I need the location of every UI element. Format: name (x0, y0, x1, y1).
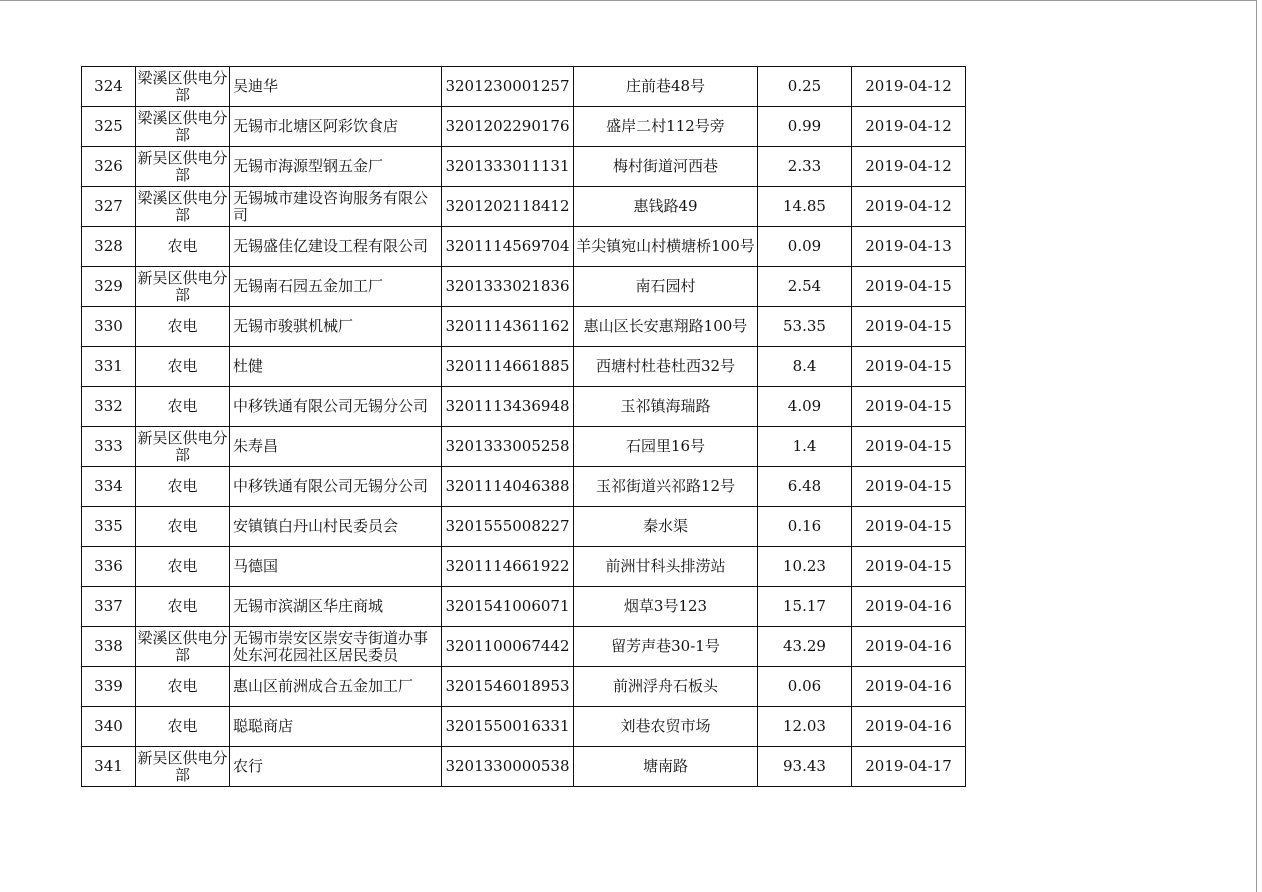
address-cell: 盛岸二村112号旁 (574, 107, 758, 147)
row-number-cell: 324 (82, 67, 136, 107)
table-row (82, 107, 966, 147)
account-number-cell: 3201114661922 (442, 547, 574, 587)
records-table-body (82, 67, 966, 787)
account-number-cell: 3201114661885 (442, 347, 574, 387)
table-row (82, 747, 966, 787)
date-cell: 2019-04-12 (852, 187, 966, 227)
amount-cell: 4.09 (758, 387, 852, 427)
row-number-cell: 337 (82, 587, 136, 627)
supply-unit-cell: 新吴区供电分部 (136, 267, 230, 307)
records-table (81, 66, 966, 787)
table-row (82, 707, 966, 747)
date-cell: 2019-04-15 (852, 507, 966, 547)
address-cell: 惠钱路49 (574, 187, 758, 227)
customer-name-cell: 无锡市滨湖区华庄商城 (230, 587, 442, 627)
date-cell: 2019-04-17 (852, 747, 966, 787)
customer-name-cell: 无锡市北塘区阿彩饮食店 (230, 107, 442, 147)
supply-unit-cell: 农电 (136, 387, 230, 427)
table-row (82, 307, 966, 347)
account-number-cell: 3201541006071 (442, 587, 574, 627)
table-row (82, 347, 966, 387)
address-cell: 留芳声巷30-1号 (574, 627, 758, 667)
account-number-cell: 3201114361162 (442, 307, 574, 347)
address-cell: 石园里16号 (574, 427, 758, 467)
table-row (82, 427, 966, 467)
account-number-cell: 3201230001257 (442, 67, 574, 107)
amount-cell: 6.48 (758, 467, 852, 507)
account-number-cell: 3201330000538 (442, 747, 574, 787)
table-row (82, 547, 966, 587)
date-cell: 2019-04-16 (852, 667, 966, 707)
supply-unit-cell: 农电 (136, 227, 230, 267)
row-number-cell: 338 (82, 627, 136, 667)
address-cell: 梅村街道河西巷 (574, 147, 758, 187)
supply-unit-cell: 农电 (136, 707, 230, 747)
amount-cell: 0.25 (758, 67, 852, 107)
address-cell: 前洲甘科头排涝站 (574, 547, 758, 587)
address-cell: 刘巷农贸市场 (574, 707, 758, 747)
row-number-cell: 327 (82, 187, 136, 227)
table-row (82, 67, 966, 107)
account-number-cell: 3201333011131 (442, 147, 574, 187)
address-cell: 惠山区长安惠翔路100号 (574, 307, 758, 347)
date-cell: 2019-04-12 (852, 147, 966, 187)
supply-unit-cell: 梁溪区供电分部 (136, 67, 230, 107)
row-number-cell: 330 (82, 307, 136, 347)
amount-cell: 0.09 (758, 227, 852, 267)
customer-name-cell: 无锡市海源型钢五金厂 (230, 147, 442, 187)
amount-cell: 1.4 (758, 427, 852, 467)
address-cell: 羊尖镇宛山村横塘桥100号 (574, 227, 758, 267)
row-number-cell: 333 (82, 427, 136, 467)
row-number-cell: 334 (82, 467, 136, 507)
customer-name-cell: 农行 (230, 747, 442, 787)
row-number-cell: 329 (82, 267, 136, 307)
customer-name-cell: 中移铁通有限公司无锡分公司 (230, 467, 442, 507)
row-number-cell: 335 (82, 507, 136, 547)
amount-cell: 0.99 (758, 107, 852, 147)
row-number-cell: 328 (82, 227, 136, 267)
customer-name-cell: 无锡城市建设咨询服务有限公司 (230, 187, 442, 227)
account-number-cell: 3201202118412 (442, 187, 574, 227)
customer-name-cell: 惠山区前洲成合五金加工厂 (230, 667, 442, 707)
address-cell: 塘南路 (574, 747, 758, 787)
amount-cell: 0.06 (758, 667, 852, 707)
amount-cell: 2.33 (758, 147, 852, 187)
customer-name-cell: 无锡南石园五金加工厂 (230, 267, 442, 307)
date-cell: 2019-04-12 (852, 107, 966, 147)
account-number-cell: 3201333021836 (442, 267, 574, 307)
row-number-cell: 340 (82, 707, 136, 747)
account-number-cell: 3201550016331 (442, 707, 574, 747)
account-number-cell: 3201546018953 (442, 667, 574, 707)
table-row (82, 147, 966, 187)
supply-unit-cell: 新吴区供电分部 (136, 747, 230, 787)
address-cell: 前洲浮舟石板头 (574, 667, 758, 707)
supply-unit-cell: 农电 (136, 347, 230, 387)
table-row (82, 227, 966, 267)
amount-cell: 8.4 (758, 347, 852, 387)
date-cell: 2019-04-16 (852, 587, 966, 627)
date-cell: 2019-04-15 (852, 467, 966, 507)
customer-name-cell: 杜健 (230, 347, 442, 387)
table-row (82, 587, 966, 627)
row-number-cell: 325 (82, 107, 136, 147)
table-row (82, 387, 966, 427)
date-cell: 2019-04-13 (852, 227, 966, 267)
date-cell: 2019-04-15 (852, 427, 966, 467)
account-number-cell: 3201100067442 (442, 627, 574, 667)
customer-name-cell: 无锡盛佳亿建设工程有限公司 (230, 227, 442, 267)
customer-name-cell: 中移铁通有限公司无锡分公司 (230, 387, 442, 427)
supply-unit-cell: 梁溪区供电分部 (136, 187, 230, 227)
supply-unit-cell: 农电 (136, 587, 230, 627)
customer-name-cell: 朱寿昌 (230, 427, 442, 467)
customer-name-cell: 安镇镇白丹山村民委员会 (230, 507, 442, 547)
customer-name-cell: 聪聪商店 (230, 707, 442, 747)
table-row (82, 467, 966, 507)
customer-name-cell: 无锡市骏骐机械厂 (230, 307, 442, 347)
account-number-cell: 3201114046388 (442, 467, 574, 507)
row-number-cell: 326 (82, 147, 136, 187)
customer-name-cell: 无锡市崇安区崇安寺街道办事处东河花园社区居民委员 (230, 627, 442, 667)
address-cell: 烟草3号123 (574, 587, 758, 627)
supply-unit-cell: 新吴区供电分部 (136, 427, 230, 467)
amount-cell: 10.23 (758, 547, 852, 587)
amount-cell: 43.29 (758, 627, 852, 667)
date-cell: 2019-04-15 (852, 547, 966, 587)
row-number-cell: 341 (82, 747, 136, 787)
table-row (82, 627, 966, 667)
row-number-cell: 336 (82, 547, 136, 587)
table-row (82, 187, 966, 227)
table-row (82, 667, 966, 707)
table-row (82, 507, 966, 547)
amount-cell: 0.16 (758, 507, 852, 547)
address-cell: 玉祁街道兴祁路12号 (574, 467, 758, 507)
address-cell: 南石园村 (574, 267, 758, 307)
date-cell: 2019-04-15 (852, 307, 966, 347)
address-cell: 庄前巷48号 (574, 67, 758, 107)
amount-cell: 14.85 (758, 187, 852, 227)
account-number-cell: 3201333005258 (442, 427, 574, 467)
date-cell: 2019-04-15 (852, 267, 966, 307)
supply-unit-cell: 新吴区供电分部 (136, 147, 230, 187)
supply-unit-cell: 农电 (136, 547, 230, 587)
amount-cell: 15.17 (758, 587, 852, 627)
customer-name-cell: 吴迪华 (230, 67, 442, 107)
supply-unit-cell: 农电 (136, 507, 230, 547)
amount-cell: 12.03 (758, 707, 852, 747)
address-cell: 秦水渠 (574, 507, 758, 547)
address-cell: 西塘村杜巷杜西32号 (574, 347, 758, 387)
supply-unit-cell: 农电 (136, 467, 230, 507)
date-cell: 2019-04-16 (852, 707, 966, 747)
table-row (82, 267, 966, 307)
row-number-cell: 332 (82, 387, 136, 427)
supply-unit-cell: 梁溪区供电分部 (136, 627, 230, 667)
row-number-cell: 331 (82, 347, 136, 387)
account-number-cell: 3201202290176 (442, 107, 574, 147)
supply-unit-cell: 农电 (136, 307, 230, 347)
amount-cell: 2.54 (758, 267, 852, 307)
date-cell: 2019-04-12 (852, 67, 966, 107)
date-cell: 2019-04-15 (852, 347, 966, 387)
account-number-cell: 3201114569704 (442, 227, 574, 267)
supply-unit-cell: 农电 (136, 667, 230, 707)
date-cell: 2019-04-16 (852, 627, 966, 667)
account-number-cell: 3201113436948 (442, 387, 574, 427)
supply-unit-cell: 梁溪区供电分部 (136, 107, 230, 147)
address-cell: 玉祁镇海瑞路 (574, 387, 758, 427)
amount-cell: 93.43 (758, 747, 852, 787)
customer-name-cell: 马德国 (230, 547, 442, 587)
amount-cell: 53.35 (758, 307, 852, 347)
account-number-cell: 3201555008227 (442, 507, 574, 547)
row-number-cell: 339 (82, 667, 136, 707)
date-cell: 2019-04-15 (852, 387, 966, 427)
